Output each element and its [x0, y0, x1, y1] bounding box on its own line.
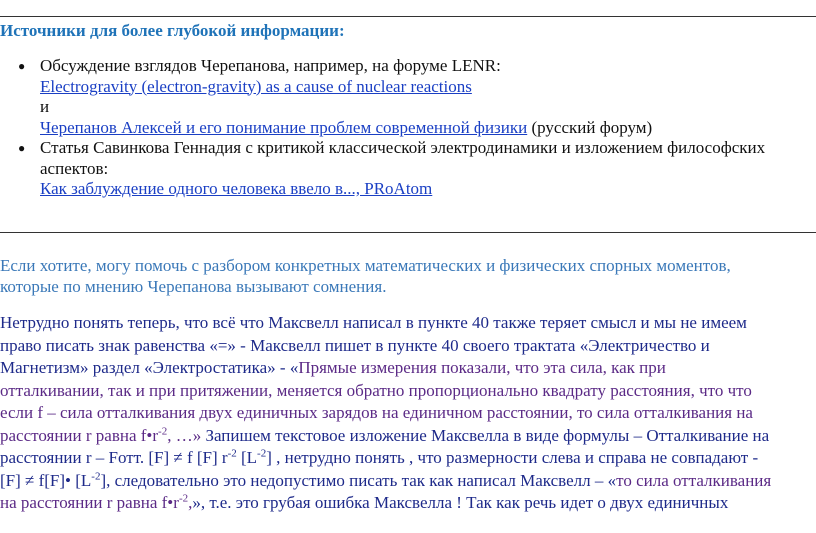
- source-2-text-line2: аспектов:: [40, 158, 109, 178]
- help-offer-paragraph: Если хотите, могу помочь с разбором конкретных математических и физических спорных моментов, которые по мнению Черепанова вызывают сомнения.: [0, 256, 731, 296]
- cherepanov-forum-link[interactable]: Черепанов Алексей и его понимание проблем современной физики: [40, 117, 528, 137]
- bullet-icon: ●: [18, 141, 26, 155]
- maxwell-paragraph: Нетрудно понять теперь, что всё что Максвелл написал в пункте 40 также теряет смысл и мы не имеем право писать знак равенства «=» - Максвелл пишет в пункте 40 своего трактата «Электричество и Магнетизм» раздел «Электростатика» - «Прямые измерения показали, что эта сила, как при отталкивании, так и при притяжении, меняется обратно пропорционально квадрату расстояния, что что если f – сила отталкивания двух единичных зарядов на единичном расстоянии, то сила отталкивания на расстоянии r равна $f•r^{-2}$, …» Запишем текстовое изложение Максвелла в виде формулы – Отталкивание на расстоянии r – Fотт. [F] ≠ f [F] $r^{-2}$ $[L^{-2}]$ , нетрудно понять , что размерности слева и справа не совпадают - [F] ≠ f[F]• $[L^{-2}]$, следовательно это недопустимо писать так как написал Максвелл – «то сила отталкивания на расстоянии r равна $f•r^{-2}$,», т.е. это грубая ошибка Максвелла ! Так как речь идет о двух единичных: [0, 313, 772, 512]
- list-item: [0, 138, 816, 200]
- bullet-icon: ●: [18, 59, 26, 73]
- sources-heading: Источники для более глубокой информации:: [0, 21, 345, 40]
- electrogravity-link[interactable]: Electrogravity (electron-gravity) as a cause of nuclear reactions: [40, 76, 472, 96]
- middle-divider: [0, 232, 816, 233]
- proatom-link[interactable]: Как заблуждение одного человека ввело в..., PRoAtom: [40, 179, 433, 198]
- source-1-text: Обсуждение взглядов Черепанова, например, на форуме LENR:: [40, 56, 501, 75]
- sources-list: [0, 56, 816, 200]
- forum-note: (русский форум): [527, 117, 653, 137]
- source-2-text-line1: Статья Савинкова Геннадия с критикой классической электродинамики и изложением философских: [40, 138, 766, 157]
- list-item: [0, 56, 816, 138]
- top-divider: [0, 16, 816, 17]
- and-text: и: [40, 97, 50, 116]
